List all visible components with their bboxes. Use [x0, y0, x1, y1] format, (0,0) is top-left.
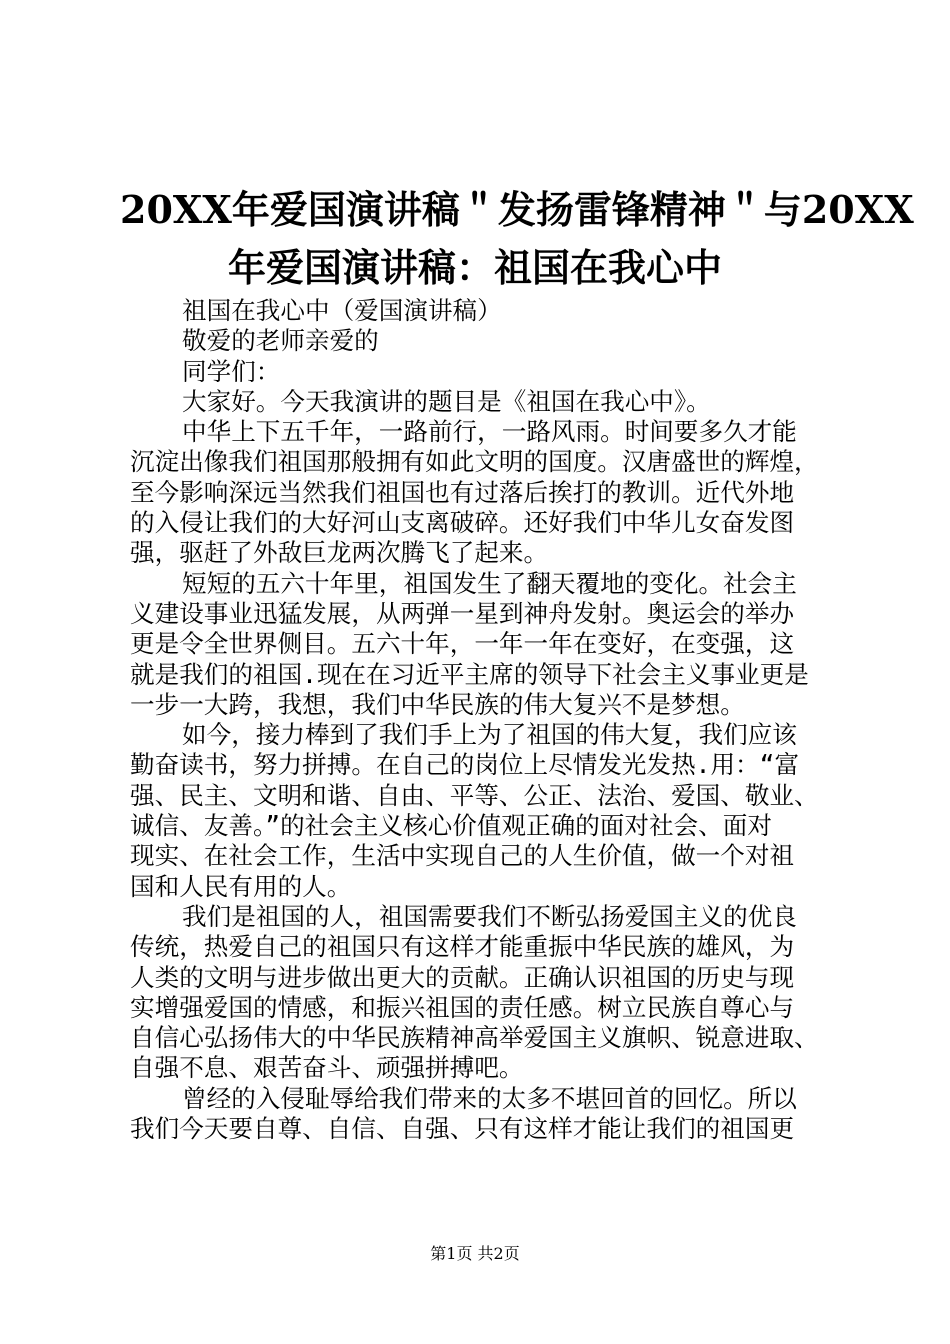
document-body [130, 296, 830, 1144]
body-line: 强、民主、文明和谐、自由、平等、公正、法治、爱国、敬业、 [130, 780, 819, 810]
body-line: 短短的五六十年里，祖国发生了翻天覆地的变化。社会主 [182, 568, 797, 598]
body-line: 我们是祖国的人，祖国需要我们不断弘扬爱国主义的优良 [182, 901, 797, 931]
body-line: 就是我们的祖国.现在在习近平主席的领导下社会主义事业更是 [130, 659, 809, 689]
body-line: 自强不息、艰苦奋斗、顽强拼搏吧。 [130, 1053, 524, 1083]
body-line: 如今，接力棒到了我们手上为了祖国的伟大复，我们应该 [182, 720, 797, 750]
body-line: 敬爱的老师亲爱的 [182, 326, 379, 356]
body-line: 的入侵让我们的大好河山支离破碎。还好我们中华儿女奋发图 [130, 508, 795, 538]
document-title-line-2: 年爱国演讲稿：祖国在我心中 [227, 245, 722, 290]
body-line: 国和人民有用的人。 [130, 871, 352, 901]
body-line: 义建设事业迅猛发展，从两弹一星到神舟发射。奥运会的举办 [130, 598, 795, 628]
body-line: 人类的文明与进步做出更大的贡献。正确认识祖国的历史与现 [130, 962, 795, 992]
body-line: 我们今天要自尊、自信、自强、只有这样才能让我们的祖国更 [130, 1114, 795, 1144]
body-line: 至今影响深远当然我们祖国也有过落后挨打的教训。近代外地 [130, 477, 795, 507]
body-line: 大家好。今天我演讲的题目是《祖国在我心中》。 [182, 386, 711, 416]
body-line: 勤奋读书，努力拼搏。在自己的岗位上尽情发光发热.用：“富 [130, 750, 800, 780]
body-line: 诚信、友善。”的社会主义核心价值观正确的面对社会、面对 [130, 811, 772, 841]
body-line: 中华上下五千年，一路前行，一路风雨。时间要多久才能 [182, 417, 797, 447]
body-line: 同学们： [182, 356, 281, 386]
body-line: 一步一大跨，我想，我们中华民族的伟大复兴不是梦想。 [130, 689, 745, 719]
body-line: 祖国在我心中（爱国演讲稿） [182, 296, 502, 325]
page-number-footer: 第1页 共2页 [430, 1244, 520, 1263]
body-line: 传统，热爱自己的祖国只有这样才能重振中华民族的雄风，为 [130, 932, 795, 962]
body-line: 现实、在社会工作，生活中实现自己的人生价值，做一个对祖 [130, 841, 795, 871]
document-title-line-1: 20XX年爱国演讲稿＂发扬雷锋精神＂与20XX [120, 187, 914, 232]
body-line: 自信心弘扬伟大的中华民族精神高举爱国主义旗帜、锐意进取、 [130, 1023, 819, 1053]
body-line: 强，驱赶了外敌巨龙两次腾飞了起来。 [130, 538, 549, 568]
body-line: 曾经的入侵耻辱给我们带来的太多不堪回首的回忆。所以 [182, 1083, 797, 1113]
body-line: 更是令全世界侧目。五六十年，一年一年在变好，在变强，这 [130, 629, 795, 659]
body-line: 实增强爱国的情感，和振兴祖国的责任感。树立民族自尊心与 [130, 992, 795, 1022]
body-line: 沉淀出像我们祖国那般拥有如此文明的国度。汉唐盛世的辉煌， [130, 447, 819, 477]
